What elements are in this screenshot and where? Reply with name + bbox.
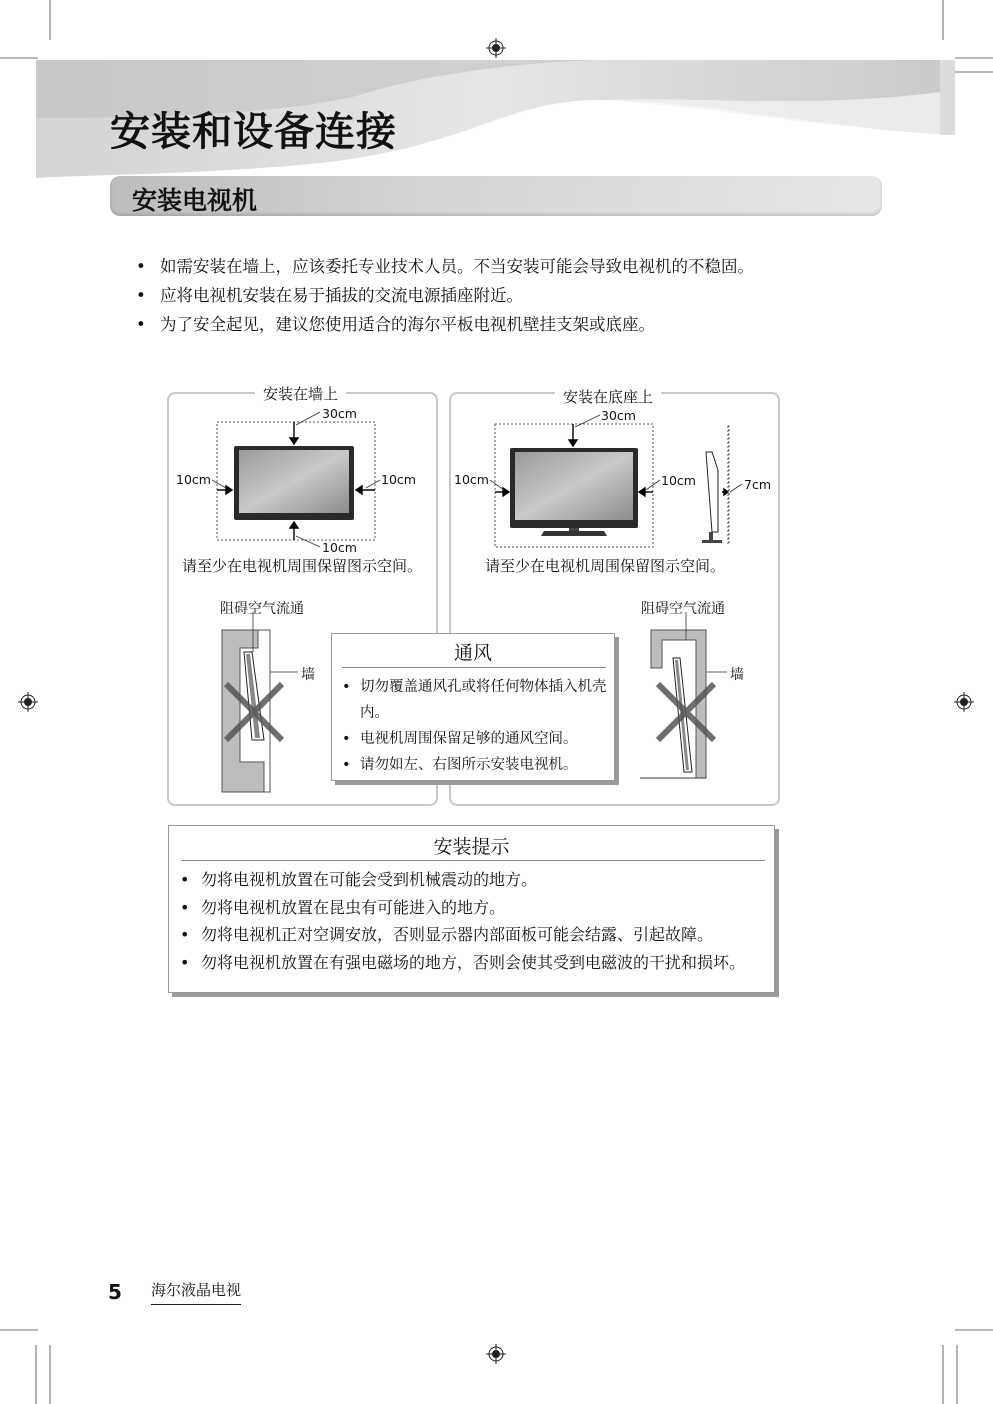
ventilation-list xyxy=(340,674,610,778)
list-item: • 电视机周围保留足够的通风空间。 xyxy=(340,726,610,752)
right-clearance-label: 10cm xyxy=(381,472,416,487)
left-clearance-label: 10cm xyxy=(454,472,489,487)
top-clearance-label: 30cm xyxy=(601,408,636,423)
list-item: • 请勿如左、右图所示安装电视机。 xyxy=(340,752,610,778)
divider xyxy=(181,860,765,861)
tips-list xyxy=(177,866,767,976)
airflow-label: 阻碍空气流通 xyxy=(641,601,725,617)
list-item: • 为了安全起见，建议您使用适合的海尔平板电视机壁挂支架或底座。 xyxy=(132,310,852,339)
list-item: • 勿将电视机放置在可能会受到机械震动的地方。 xyxy=(177,866,767,894)
section-title: 安装电视机 xyxy=(132,186,258,215)
divider xyxy=(342,667,606,668)
list-item: • 如需安装在墙上，应该委托专业技术人员。不当安装可能会导致电视机的不稳固。 xyxy=(132,252,852,281)
wall-mount-title: 安装在墙上 xyxy=(255,383,346,404)
left-clearance-label: 10cm xyxy=(176,472,211,487)
list-item: • 勿将电视机放置在昆虫有可能进入的地方。 xyxy=(177,894,767,922)
wall-label: 墙 xyxy=(301,667,315,683)
tv-icon xyxy=(234,446,354,520)
tv-on-stand-icon xyxy=(510,448,638,536)
installation-tips-box xyxy=(168,825,775,993)
ventilation-box xyxy=(331,633,615,781)
stand-mount-title: 安装在底座上 xyxy=(555,386,661,407)
footer-brand: 海尔液晶电视 xyxy=(151,1279,241,1305)
ventilation-title: 通风 xyxy=(453,642,492,664)
page-title: 安装和设备连接 xyxy=(110,109,397,155)
list-item: • 切勿覆盖通风孔或将任何物体插入机壳内。 xyxy=(340,674,610,726)
wall-caption: 请至少在电视机周围保留图示空间。 xyxy=(182,557,423,575)
blocked-airflow-stand-icon xyxy=(640,612,727,778)
right-clearance-label: 10cm xyxy=(661,473,696,488)
list-item: • 应将电视机安装在易于插拔的交流电源插座附近。 xyxy=(132,281,852,310)
page-number: 5 xyxy=(108,1280,122,1304)
back-clearance-label: 7cm xyxy=(744,477,772,492)
list-item: • 勿将电视机正对空调安放，否则显示器内部面板可能会结露、引起故障。 xyxy=(177,921,767,949)
top-clearance-label: 30cm xyxy=(322,406,357,421)
tv-side-view-icon xyxy=(702,426,729,544)
bottom-clearance-label: 10cm xyxy=(322,540,357,555)
wall-label: 墙 xyxy=(730,667,744,683)
tips-title: 安装提示 xyxy=(433,836,510,858)
stand-caption: 请至少在电视机周围保留图示空间。 xyxy=(485,557,726,575)
list-item: • 勿将电视机放置在有强电磁场的地方，否则会使其受到电磁波的干扰和损坏。 xyxy=(177,949,767,977)
airflow-label: 阻碍空气流通 xyxy=(220,601,304,617)
